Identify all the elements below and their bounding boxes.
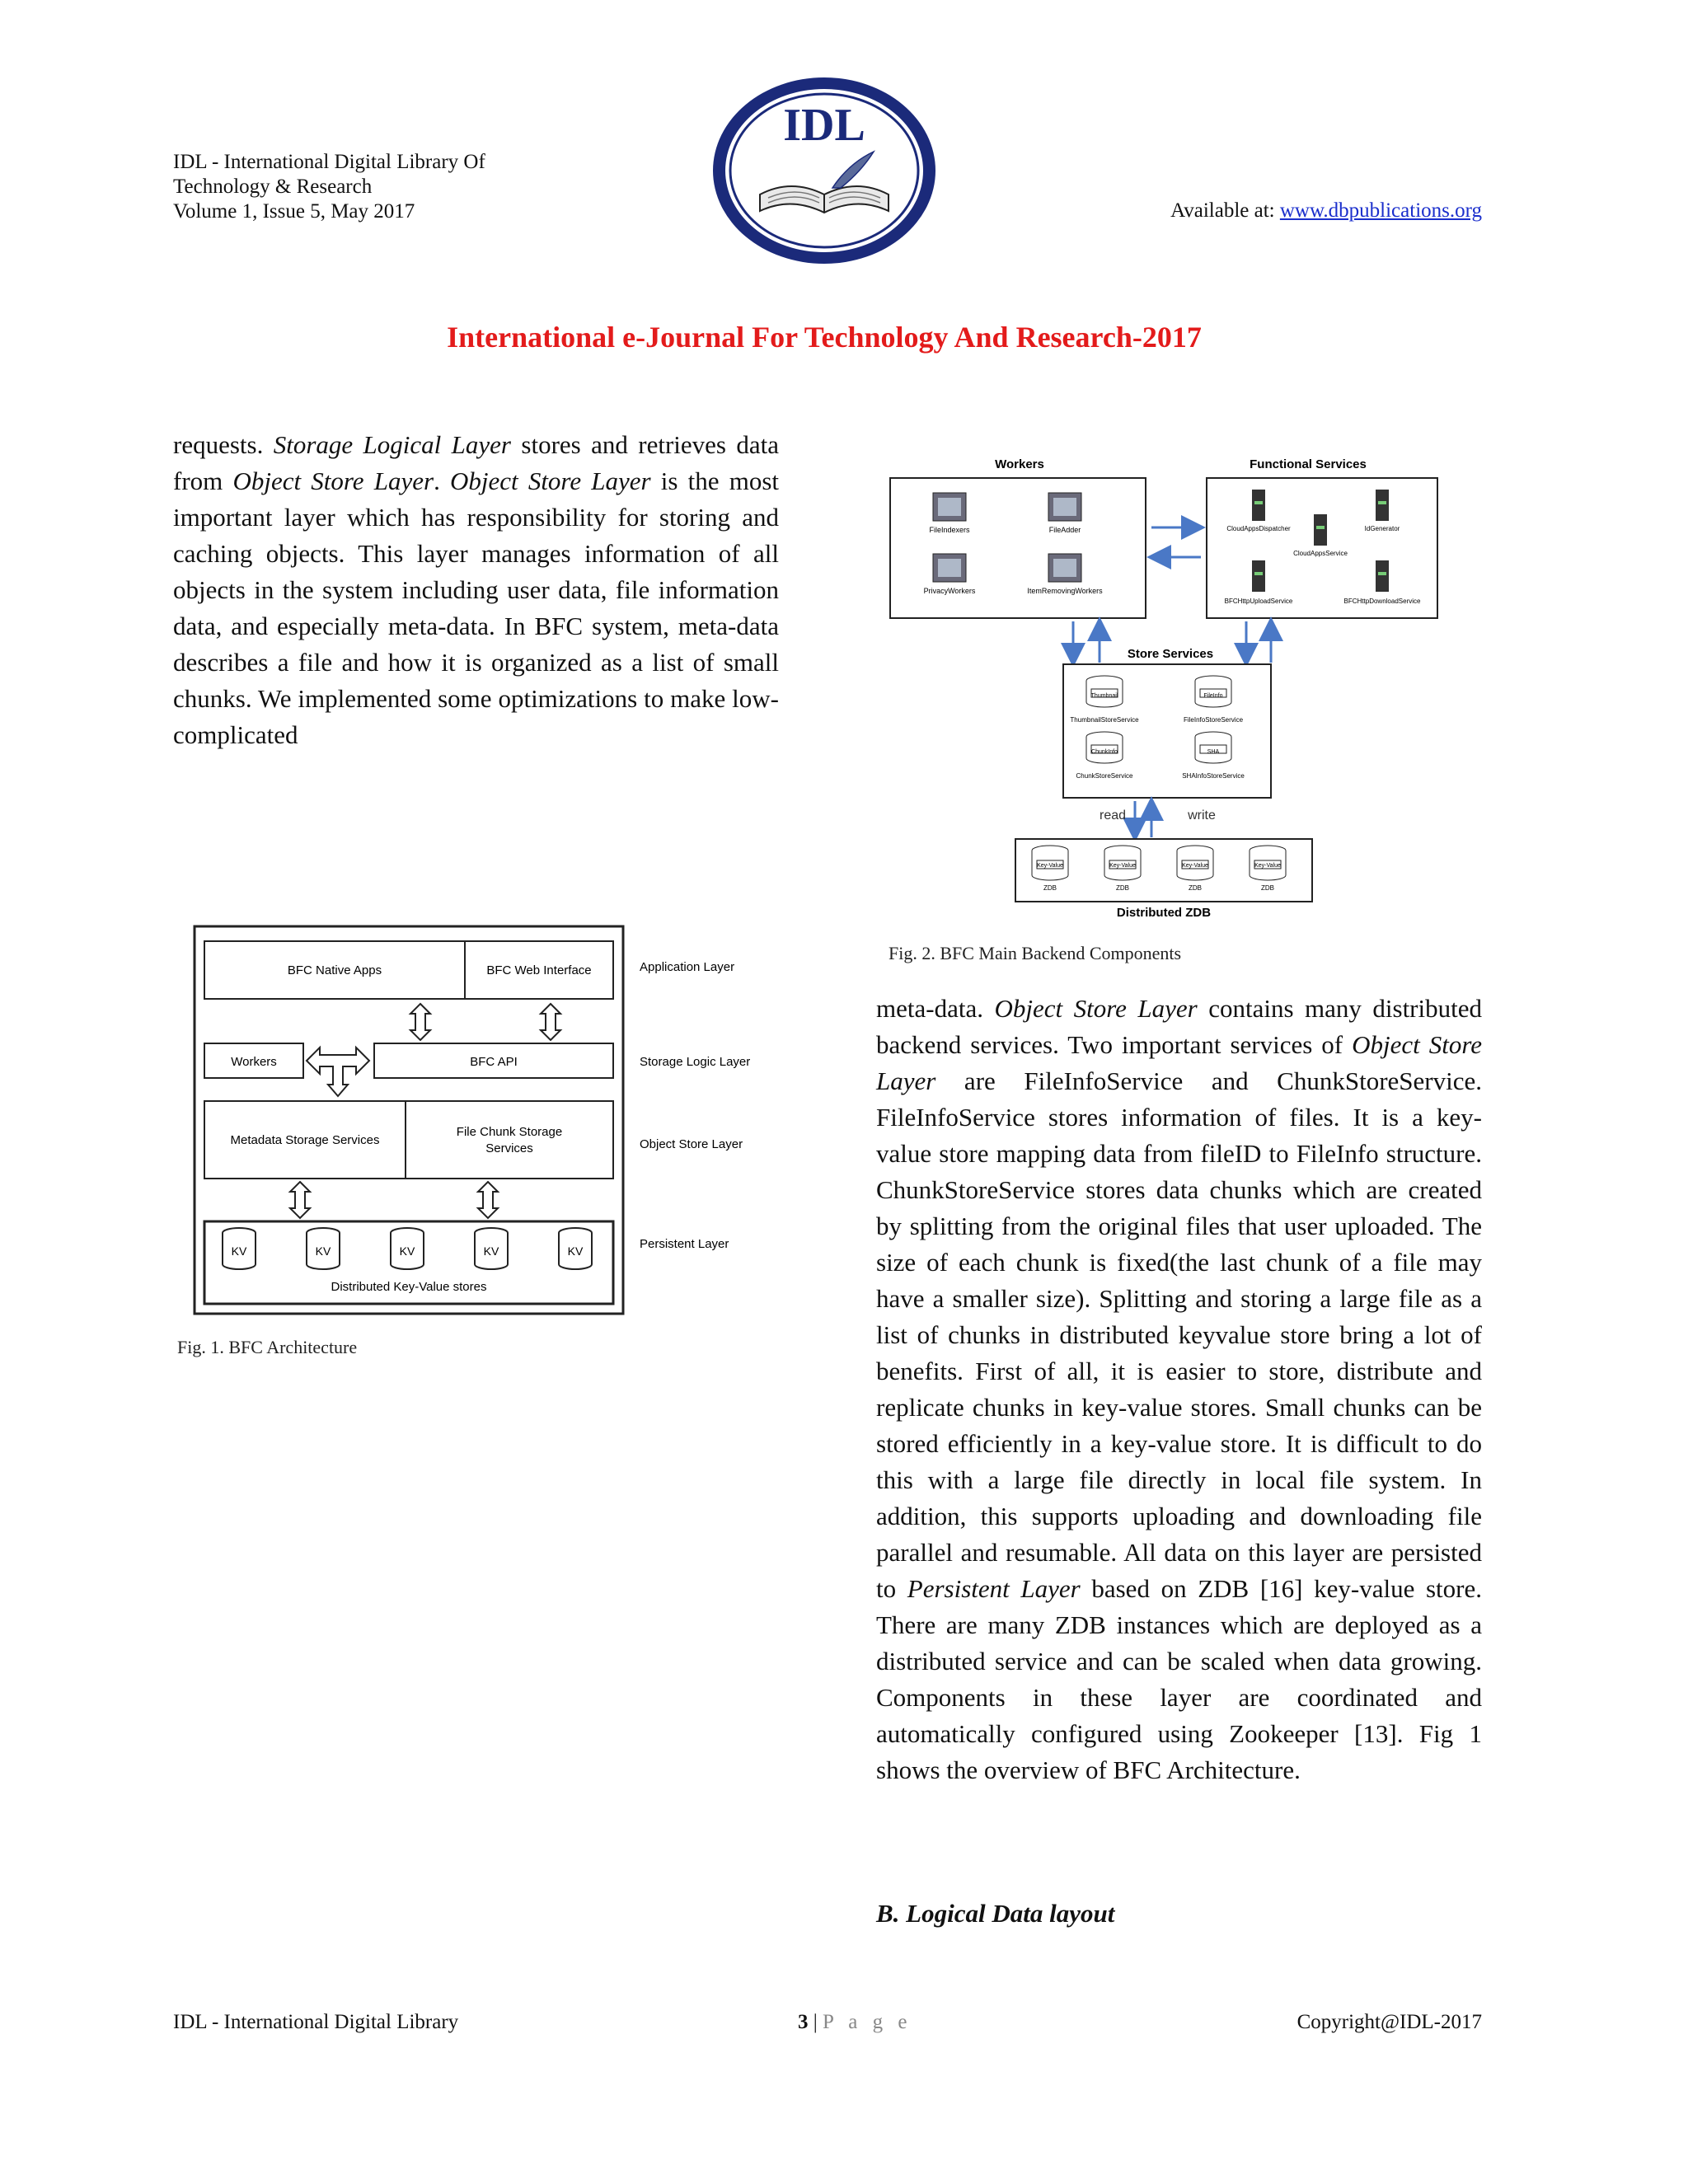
fig2-functional-label: BFCHttpUploadService: [1224, 598, 1293, 605]
paragraph: requests. Storage Logical Layer stores and retrieves data from Object Store Layer. Object Store Layer is the most important layer which has responsibility for storing and caching objects. This layer manages information of all objects in the system including user data, file information data, and especially meta-data. In BFC system, meta-data describes a file and how it is organized as a list of small chunks. We implemented some optimizations to make low-complicated: [173, 430, 779, 749]
section-heading: B. Logical Data layout: [876, 1899, 1115, 1928]
fig2-store-label: SHAInfoStoreService: [1182, 772, 1245, 780]
fig2-functional-label: BFCHttpDownloadService: [1343, 598, 1421, 605]
available-at: [1170, 199, 1482, 223]
fig2-functional-label: IdGenerator: [1364, 525, 1400, 532]
fig2-db-label: ChunkInfo: [1091, 749, 1118, 755]
fig1-workers: Workers: [231, 1055, 277, 1069]
fig2-zdb-db-label: Key-Value: [1037, 863, 1063, 869]
right-column-text: [876, 991, 1482, 1788]
fig2-store-label: ChunkStoreService: [1076, 772, 1133, 780]
fig2-zdb-label: ZDB: [1189, 884, 1202, 892]
fig2-store-label: ThumbnailStoreService: [1070, 716, 1139, 724]
fig2-functional-label: CloudAppsService: [1293, 550, 1348, 557]
fig2-workers-title: Workers: [995, 457, 1044, 471]
fig2-write-label: write: [1188, 808, 1216, 823]
fig1-native-apps: BFC Native Apps: [287, 963, 382, 977]
fig2-db-label: FileInfo: [1203, 693, 1223, 699]
fig1-chunk-line2: Services: [485, 1141, 533, 1155]
fig2-worker-label: FileAdder: [1048, 526, 1081, 534]
fig2-worker-label: PrivacyWorkers: [923, 587, 976, 595]
available-label: Available at:: [1170, 199, 1280, 222]
fig2-workers-box: [890, 478, 1146, 618]
fig2-read-label: read: [1099, 808, 1127, 823]
logo-text: IDL: [783, 100, 865, 151]
page-number: 3: [798, 2011, 809, 2033]
figure-1-architecture: [191, 923, 785, 1319]
fig1-layer-application: Application Layer: [640, 960, 735, 974]
fig2-zdb-db-label: Key-Value: [1109, 863, 1136, 869]
header-line-2: Technology & Research: [173, 176, 373, 198]
fig1-metadata: Metadata Storage Services: [230, 1133, 380, 1147]
fig2-zdb-label: ZDB: [1261, 884, 1274, 892]
fig1-web-interface: BFC Web Interface: [486, 963, 592, 977]
page-separator: |: [808, 2011, 823, 2033]
fig2-store-title: Store Services: [1127, 647, 1214, 661]
fig1-api: BFC API: [470, 1055, 518, 1069]
journal-title: International e-Journal For Technology And Research-2017: [447, 321, 1202, 354]
journal-website-link[interactable]: www.dbpublications.org: [1279, 199, 1482, 222]
fig1-kv-label: KV: [315, 1244, 331, 1258]
fig1-layer-object: Object Store Layer: [640, 1137, 743, 1151]
left-column-text: [173, 427, 779, 753]
idl-logo: [709, 73, 940, 269]
fig1-layer-storage: Storage Logic Layer: [640, 1055, 751, 1069]
fig1-chunk-box: [406, 1101, 613, 1179]
figure-2-backend-components: [884, 452, 1461, 921]
fig2-functional-label: CloudAppsDispatcher: [1226, 525, 1291, 532]
fig2-db-label: SHA: [1207, 749, 1220, 755]
header-line-3: Volume 1, Issue 5, May 2017: [173, 200, 415, 223]
figure-2-caption: Fig. 2. BFC Main Backend Components: [889, 943, 1182, 963]
fig1-kv-label: KV: [399, 1244, 415, 1258]
fig2-zdb-label: ZDB: [1043, 884, 1057, 892]
paragraph: meta-data. Object Store Layer contains many distributed backend services. Two important services of Object Store Layer are FileInfoService and ChunkStoreService. FileInfoService stores information of files. It is a key-value store mapping data from fileID to FileInfo structure. ChunkStoreService stores data chunks which are created by splitting from the original files that user uploaded. The size of each chunk is fixed(the last chunk of a file may have a smaller size). Splitting and storing a large file as a list of chunks in distributed keyvalue store bring a lot of benefits. First of all, it is easier to store, distribute and replicate chunks in key-value stores. Small chunks can be stored efficiently in a key-value store. It is difficult to do this with a large file directly in local file system. In addition, this supports uploading and downloading file parallel and resumable. All data on this layer are persisted to Persistent Layer based on ZDB [16] key-value store. There are many ZDB instances which are deployed as a distributed service and can be scaled when data growing. Components in these layer are coordinated and automatically configured using Zookeeper [13]. Fig 1 shows the overview of BFC Architecture.: [876, 994, 1483, 1784]
fig1-kv-stores-label: Distributed Key-Value stores: [331, 1280, 487, 1294]
fig2-zdb-db-label: Key-Value: [1254, 863, 1281, 869]
fig2-zdb-label: ZDB: [1116, 884, 1129, 892]
header-line-1: IDL - International Digital Library Of: [173, 151, 485, 173]
fig1-chunk-line1: File Chunk Storage: [456, 1125, 563, 1139]
footer-left: IDL - International Digital Library: [173, 2011, 459, 2033]
fig2-store-label: FileInfoStoreService: [1183, 716, 1244, 724]
footer-page: [798, 2011, 912, 2034]
fig2-zdb-db-label: Key-Value: [1182, 863, 1208, 869]
fig2-worker-label: FileIndexers: [929, 526, 970, 534]
fig2-zdb-title: Distributed ZDB: [1116, 906, 1212, 920]
footer-right: Copyright@IDL-2017: [1296, 2011, 1482, 2033]
page-word: P a g e: [823, 2011, 912, 2033]
fig2-functional-title: Functional Services: [1250, 457, 1367, 471]
fig2-db-label: Thumbnail: [1090, 693, 1118, 699]
fig1-layer-persistent: Persistent Layer: [640, 1237, 729, 1251]
fig1-kv-label: KV: [483, 1244, 499, 1258]
fig1-kv-label: KV: [231, 1244, 247, 1258]
figure-1-caption: Fig. 1. BFC Architecture: [177, 1337, 358, 1357]
header-info: [173, 150, 485, 224]
fig2-worker-label: ItemRemovingWorkers: [1027, 587, 1103, 595]
fig1-kv-label: KV: [567, 1244, 584, 1258]
